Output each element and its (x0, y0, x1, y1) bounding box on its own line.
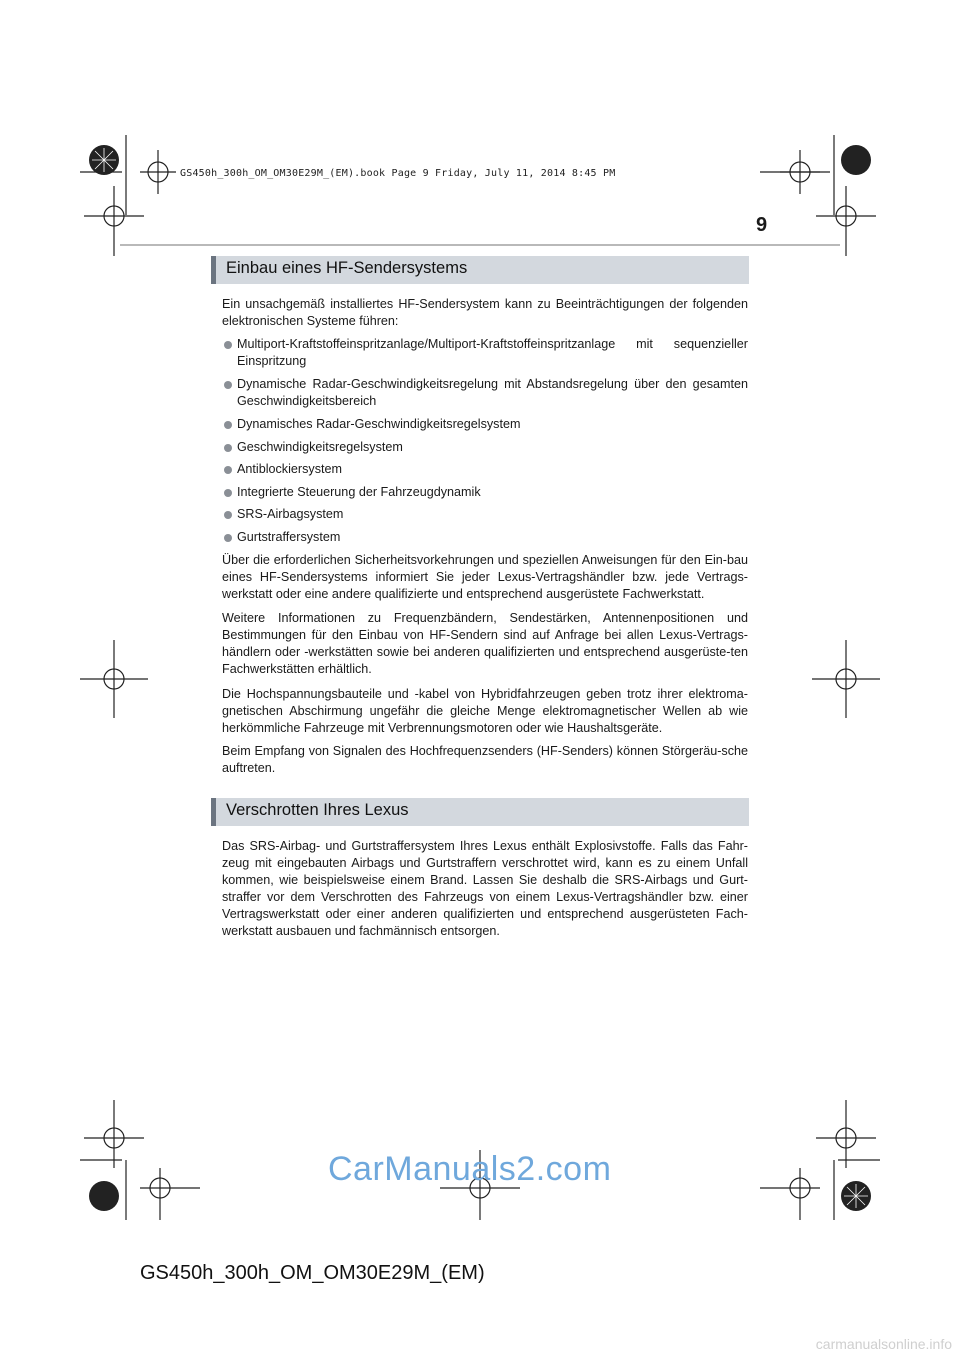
header-rule (120, 244, 840, 246)
bullet-icon (224, 421, 232, 429)
bullet-icon (224, 444, 232, 452)
section-title: Verschrotten Ihres Lexus (226, 801, 409, 819)
paragraph: Das SRS-Airbag- und Gurtstraffersystem Ihres Lexus enthält Explosivstoffe. Falls das Fahr-zeug mit eingebauten Airbags und Gurtstraffern verschrottet wird, kann es zu einem Unfall kommen, wie beispielsweise einem Brand. Lassen Sie deshalb die SRS-Airbags und Gurt-straffer vor dem Verschrotten des Fahrzeugs von einem Lexus-Vertragshändler bzw. einer Vertragswerkstatt oder einer anderen qualifizierten und entsprechend ausgerüsteten Fach-werkstatt ausbauen und fachmännisch entsorgen. (222, 839, 748, 938)
list-item: Antiblockiersystem (224, 461, 748, 478)
paragraph: Die Hochspannungsbauteile und -kabel von Hybridfahrzeugen geben trotz ihrer elektroma-gnetischen Abschirmung ungefähr die gleiche Menge elektromagnetischer Wellen ab wie herkömmliche Fahrzeuge mit Verbrennungsmotoren oder wie Haushaltsgeräte. (222, 687, 748, 735)
footer-code: GS450h_300h_OM_OM30E29M_(EM) (140, 1262, 485, 1284)
list-item: Dynamische Radar-Geschwindigkeitsregelung mit Abstandsregelung über den gesamten Geschwindigkeitsbereich (224, 376, 748, 410)
list-item: SRS-Airbagsystem (224, 506, 748, 523)
list-item: Integrierte Steuerung der Fahrzeugdynamik (224, 484, 748, 501)
list-item: Dynamisches Radar-Geschwindigkeitsregelsystem (224, 416, 748, 433)
list-item: Gurtstraffersystem (224, 529, 748, 546)
paragraph: Weitere Informationen zu Frequenzbändern, Sendestärken, Antennenpositionen und Bestimmungen für den Einbau von HF-Sendern sind auf Anfrage bei allen Lexus-Vertrags-händlern oder -werkstätten sowie bei anderen qualifizierten und entsprechend ausgerüste-ten Fachwerkstätten erhältlich. (222, 611, 748, 676)
bullet-icon (224, 489, 232, 497)
section-header-scrapping (211, 798, 749, 826)
intro-paragraph: Ein unsachgemäß installiertes HF-Sendersystem kann zu Beeinträchtigungen der folgenden elektronischen Systeme führen: (222, 297, 748, 328)
bullet-icon (224, 466, 232, 474)
bullet-icon (224, 511, 232, 519)
paragraph: Beim Empfang von Signalen des Hochfrequenzsenders (HF-Senders) können Störgeräu-sche auftreten. (222, 744, 748, 775)
section-title: Einbau eines HF-Sendersystems (226, 259, 468, 277)
bullet-icon (224, 534, 232, 542)
bullet-icon (224, 341, 232, 349)
list-item: Geschwindigkeitsregelsystem (224, 439, 748, 456)
watermark-logo: CarManuals2.com (328, 1150, 612, 1188)
page-number: 9 (756, 214, 768, 236)
list-item: Multiport-Kraftstoffeinspritzanlage/Multiport-Kraftstoffeinspritzanlage mit sequenzieller Einspritzung (224, 336, 748, 370)
book-file-info: GS450h_300h_OM_OM30E29M_(EM).book Page 9 Friday, July 11, 2014 8:45 PM (180, 168, 616, 179)
footer-site-watermark: carmanualsonline.info (815, 1336, 952, 1352)
paragraph: Über die erforderlichen Sicherheitsvorkehrungen und speziellen Anweisungen für den Ein-bau eines HF-Sendersystems informiert Sie jeder Lexus-Vertragshändler bzw. jede Vertrags-werkstatt oder eine andere qualifizierte und entsprechend ausgerüstete Fachwerkstatt. (222, 553, 748, 601)
bullet-icon (224, 381, 232, 389)
section-header-hf-sender (211, 256, 749, 284)
